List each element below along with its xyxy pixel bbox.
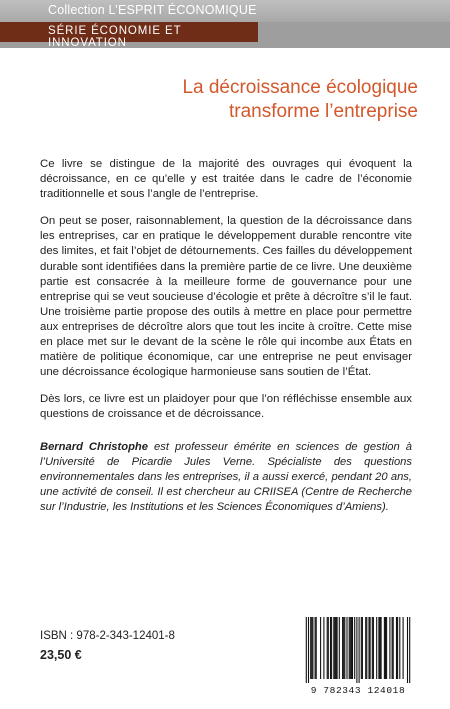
blurb-paragraph-2: On peut se poser, raisonnablement, la question de la décroissance dans les entreprises, car en pratique le développement durable rencontre vite des limites, et fait l’objet de détournements. Ces failles du développement durable sont identifiées dans la première partie de ce livre. Une deuxième partie est consacrée à la meilleure forme de gouvernance pour une entreprise qui se veut soucieuse d’écologie et prête à décroître s’il le faut. Une troisième partie propose des outils à mettre en place pour permettre aux entreprises de décroître alors que tout les incite à croître. Cette mise en place met sur le devant de la scène le rôle qui incombe aux États en matière de politique économique, car une entreprise ne peut envisager une décroissance écologique harmonieuse sans soutien de l’État. [40, 215, 412, 379]
title-line-1: La décroissance écologique [182, 77, 418, 98]
barcode-bar [330, 617, 331, 679]
barcode-bar [359, 617, 360, 683]
blurb-paragraph-1: Ce livre se distingue de la majorité des ouvrages qui évoquent la décroissance, en ce qu’elle y est traitée dans le cadre de l’économie traditionnelle et sous l’angle de l’entreprise. [40, 158, 412, 201]
barcode [298, 615, 418, 701]
blurb-paragraph-3: Dès lors, ce livre est un plaidoyer pour que l’on réfléchisse ensemble aux questions de croissance et de décroissance. [40, 393, 412, 421]
barcode-bar [356, 617, 357, 683]
author-name: Bernard Christophe [40, 441, 148, 453]
serie-label: SÉRIE ÉCONOMIE ET INNOVATION [48, 25, 182, 49]
barcode-bar [397, 617, 398, 679]
barcode-bar [334, 617, 335, 679]
barcode-bar [365, 617, 366, 679]
barcode-bar [312, 617, 313, 679]
barcode-bar [352, 617, 353, 679]
barcode-bar [366, 617, 367, 679]
barcode-bar [361, 617, 362, 679]
barcode-bar [323, 617, 324, 679]
barcode-bar [399, 617, 400, 679]
isbn: ISBN : 978-2-343-12401-8 [40, 630, 175, 642]
barcode-bar [368, 617, 369, 679]
barcode-bar [407, 617, 408, 683]
barcode-bar [362, 617, 363, 679]
barcode-number: 9 782343 124018 [310, 685, 406, 696]
barcode-bar [337, 617, 338, 679]
barcode-bar [370, 617, 371, 679]
barcode-bar [310, 617, 311, 679]
book-title [0, 76, 418, 124]
barcode-bar [331, 617, 332, 679]
barcode-bar [403, 617, 404, 679]
barcode-bar [378, 617, 379, 679]
barcode-bar [339, 617, 340, 679]
barcode-bar [379, 617, 380, 679]
barcode-bar [320, 617, 321, 679]
barcode-bar [308, 617, 309, 683]
barcode-bar [385, 617, 386, 679]
barcode-bar [381, 617, 382, 679]
barcode-bar [316, 617, 317, 679]
barcode-bar [354, 617, 355, 679]
barcode-bar [349, 617, 350, 679]
author-bio [40, 440, 412, 515]
barcode-bar [328, 617, 329, 679]
barcode-bar [373, 617, 374, 679]
barcode-bar [333, 617, 334, 679]
barcode-bar [372, 617, 373, 679]
barcode-bar [342, 617, 343, 679]
author-bio-text: est professeur émérite en sciences de gestion à l’Université de Picardie Jules Verne. Spécialiste des questions environnementales dans les entreprises, il a aussi exercé, pendant 20 ans, une activité de conseil. Il est chercheur au CRIISEA (Centre de Recherche sur l’Industrie, les Institutions et les Sciences Économiques d’Amiens). [40, 441, 412, 513]
barcode-bar [327, 617, 328, 679]
collection-label: Collection L’ESPRIT ÉCONOMIQUE [48, 3, 257, 17]
barcode-bar [335, 617, 336, 679]
barcode-bar [376, 617, 377, 679]
title-line-2: transforme l’entreprise [228, 101, 418, 122]
barcode-bar [350, 617, 351, 679]
barcode-bars [298, 615, 418, 683]
barcode-bar [393, 617, 394, 679]
blurb [40, 157, 412, 435]
barcode-bar [384, 617, 385, 679]
collection-bar [0, 0, 450, 22]
barcode-bar [396, 617, 397, 679]
serie-bar [0, 22, 450, 48]
serie-box [0, 22, 258, 49]
barcode-bar [409, 617, 410, 683]
price: 23,50 € [40, 648, 82, 662]
barcode-bar [311, 617, 312, 679]
barcode-bar [343, 617, 344, 679]
barcode-bar [392, 617, 393, 679]
barcode-bar [386, 617, 387, 679]
barcode-bar [315, 617, 316, 679]
barcode-bar [344, 617, 345, 679]
barcode-bar [306, 617, 307, 683]
barcode-bar [351, 617, 352, 679]
barcode-bar [389, 617, 390, 679]
barcode-bar [346, 617, 347, 679]
